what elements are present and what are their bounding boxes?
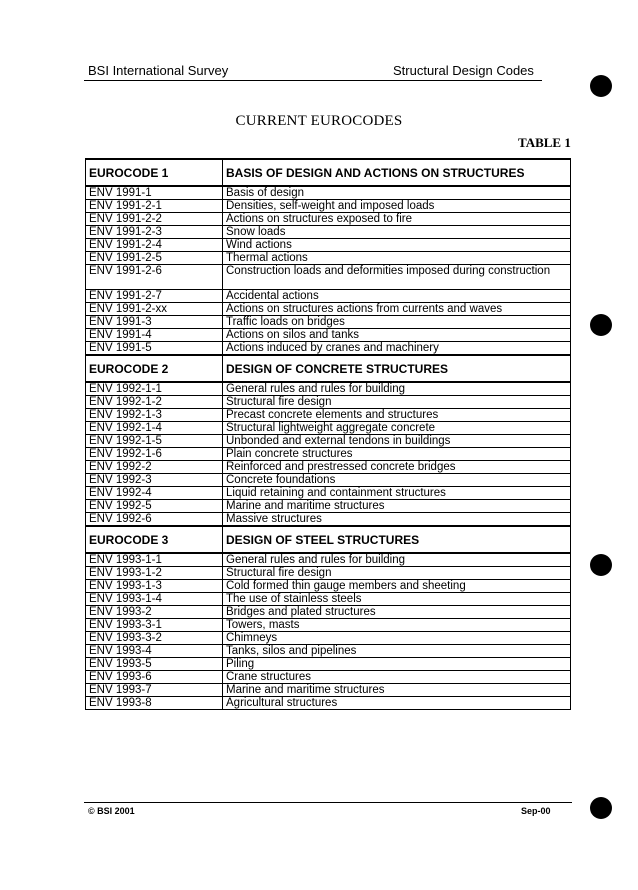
table-row [86,186,571,200]
standard-code: ENV 1991-2-3 [86,226,223,239]
section-title: DESIGN OF STEEL STRUCTURES [223,526,571,553]
standard-code: ENV 1993-1-3 [86,580,223,593]
table-row [86,200,571,213]
standard-code: ENV 1991-2-2 [86,213,223,226]
standard-description: Marine and maritime structures [223,684,571,697]
standard-code: ENV 1991-2-xx [86,303,223,316]
table-label: TABLE 1 [518,135,571,150]
punch-hole-4 [590,797,612,819]
eurocodes-table-body [86,159,571,710]
table-row [86,567,571,580]
standard-code: ENV 1992-1-3 [86,409,223,422]
standard-description: Towers, masts [223,619,571,632]
eurocodes-table [85,158,571,710]
section-code: EUROCODE 1 [86,159,223,186]
standard-description: Crane structures [223,671,571,684]
document-title: CURRENT EUROCODES [235,113,403,129]
table-row [86,658,571,671]
table-row [86,645,571,658]
header-rule [84,80,542,81]
standard-code: ENV 1992-1-2 [86,396,223,409]
standard-code: ENV 1992-1-6 [86,448,223,461]
table-row [86,684,571,697]
section-title: BASIS OF DESIGN AND ACTIONS ON STRUCTURES [223,159,571,186]
table-row [86,487,571,500]
table-row [86,342,571,356]
standard-code: ENV 1993-7 [86,684,223,697]
section-header-row [86,355,571,382]
standard-description: Cold formed thin gauge members and sheeting [223,580,571,593]
standard-code: ENV 1992-4 [86,487,223,500]
standard-code: ENV 1993-1-1 [86,553,223,567]
standard-code: ENV 1993-1-4 [86,593,223,606]
standard-description: Liquid retaining and containment structures [223,487,571,500]
standard-code: ENV 1991-2-6 [86,265,223,290]
table-row [86,316,571,329]
standard-description: Unbonded and external tendons in buildings [223,435,571,448]
standard-code: ENV 1991-5 [86,342,223,356]
standard-description: Plain concrete structures [223,448,571,461]
standard-code: ENV 1993-3-2 [86,632,223,645]
table-row [86,593,571,606]
section-header-row [86,159,571,186]
standard-description: Traffic loads on bridges [223,316,571,329]
section-code: EUROCODE 3 [86,526,223,553]
table-row [86,303,571,316]
standard-code: ENV 1993-8 [86,697,223,710]
section-header-row [86,526,571,553]
standard-code: ENV 1991-2-1 [86,200,223,213]
standard-description: Marine and maritime structures [223,500,571,513]
footer-date: Sep-00 [521,806,551,816]
table-row [86,226,571,239]
standard-code: ENV 1991-4 [86,329,223,342]
table-row [86,396,571,409]
table-row [86,580,571,593]
table-row [86,265,571,290]
standard-description: Actions on structures exposed to fire [223,213,571,226]
standard-description: Snow loads [223,226,571,239]
standard-description: Massive structures [223,513,571,527]
standard-description: Agricultural structures [223,697,571,710]
table-row [86,500,571,513]
standard-code: ENV 1991-2-4 [86,239,223,252]
standard-code: ENV 1993-1-2 [86,567,223,580]
standard-code: ENV 1992-2 [86,461,223,474]
standard-description: Densities, self-weight and imposed loads [223,200,571,213]
standard-code: ENV 1991-3 [86,316,223,329]
standard-description: Concrete foundations [223,474,571,487]
standard-code: ENV 1993-2 [86,606,223,619]
header-left-text: BSI International Survey [88,63,229,78]
standard-description: Precast concrete elements and structures [223,409,571,422]
footer-copyright: © BSI 2001 [88,806,135,816]
punch-hole-3 [590,554,612,576]
standard-code: ENV 1992-1-4 [86,422,223,435]
standard-description: Accidental actions [223,290,571,303]
standard-code: ENV 1993-6 [86,671,223,684]
table-row [86,239,571,252]
table-row [86,697,571,710]
standard-description: Reinforced and prestressed concrete bridges [223,461,571,474]
table-row [86,409,571,422]
standard-description: Actions on silos and tanks [223,329,571,342]
standard-description: Construction loads and deformities imposed during construction [223,265,571,290]
punch-hole-1 [590,75,612,97]
table-row [86,213,571,226]
table-row [86,290,571,303]
standard-code: ENV 1993-5 [86,658,223,671]
table-row [86,553,571,567]
standard-description: Chimneys [223,632,571,645]
standard-code: ENV 1992-1-5 [86,435,223,448]
table-row [86,252,571,265]
header-right-text: Structural Design Codes [393,63,534,78]
standard-code: ENV 1991-2-7 [86,290,223,303]
punch-hole-2 [590,314,612,336]
table-row [86,382,571,396]
standard-description: Actions on structures actions from currents and waves [223,303,571,316]
table-row [86,606,571,619]
table-row [86,671,571,684]
standard-description: Piling [223,658,571,671]
standard-description: Actions induced by cranes and machinery [223,342,571,356]
standard-description: Structural fire design [223,567,571,580]
table-row [86,329,571,342]
table-row [86,632,571,645]
standard-code: ENV 1993-4 [86,645,223,658]
standard-description: Wind actions [223,239,571,252]
footer-rule [84,802,572,803]
standard-code: ENV 1991-2-5 [86,252,223,265]
standard-code: ENV 1992-5 [86,500,223,513]
standard-code: ENV 1992-6 [86,513,223,527]
standard-description: Thermal actions [223,252,571,265]
standard-description: General rules and rules for building [223,553,571,567]
standard-code: ENV 1992-3 [86,474,223,487]
standard-description: Structural lightweight aggregate concrete [223,422,571,435]
standard-description: Structural fire design [223,396,571,409]
table-row [86,435,571,448]
standard-description: Bridges and plated structures [223,606,571,619]
standard-description: The use of stainless steels [223,593,571,606]
table-row [86,474,571,487]
standard-description: Tanks, silos and pipelines [223,645,571,658]
table-row [86,448,571,461]
standard-description: Basis of design [223,186,571,200]
table-row [86,422,571,435]
standard-code: ENV 1992-1-1 [86,382,223,396]
section-code: EUROCODE 2 [86,355,223,382]
table-row [86,619,571,632]
table-row [86,513,571,527]
section-title: DESIGN OF CONCRETE STRUCTURES [223,355,571,382]
standard-code: ENV 1993-3-1 [86,619,223,632]
table-row [86,461,571,474]
standard-description: General rules and rules for building [223,382,571,396]
standard-code: ENV 1991-1 [86,186,223,200]
